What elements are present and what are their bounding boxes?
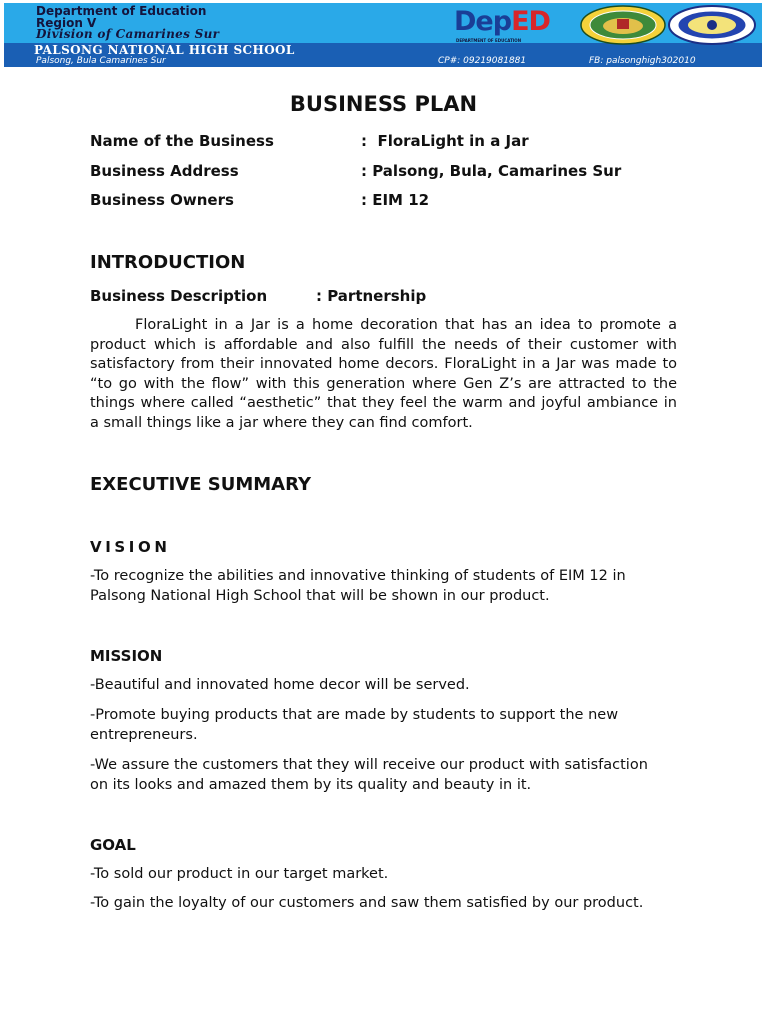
letterhead-banner <box>4 3 762 67</box>
contact-number: CP#: 09219081881 <box>438 56 527 66</box>
deped-logo-subtitle: DEPARTMENT OF EDUCATION <box>456 38 522 43</box>
info-row-business-name <box>90 131 677 151</box>
goal-item: -To gain the loyalty of our customers and saw them satisfied by our product. <box>90 895 644 911</box>
info-row-business-owners <box>90 190 677 210</box>
division-seal-icon <box>580 5 666 45</box>
deped-logo-dep: Dep <box>454 6 512 37</box>
deped-logo-ed: ED <box>511 6 550 37</box>
school-address: Palsong, Bula Camarines Sur <box>36 56 166 66</box>
region-name: Region V <box>36 16 97 30</box>
division-name: Division of Camarines Sur <box>36 27 220 41</box>
mission-item: -Promote buying products that are made by students to support the new entrepreneurs. <box>90 707 619 743</box>
mission-heading: MISSION <box>90 647 163 665</box>
mission-item: -We assure the customers that they will receive our product with satisfaction on its looks and amazed them by its quality and beauty in it. <box>90 757 648 793</box>
goal-item: -To sold our product in our target market. <box>90 866 389 882</box>
school-name: PALSONG NATIONAL HIGH SCHOOL <box>34 43 295 57</box>
info-label: Business Address <box>90 162 239 180</box>
info-value: : Palsong, Bula, Camarines Sur <box>361 162 622 180</box>
introduction-heading: INTRODUCTION <box>90 252 246 273</box>
info-value: : EIM 12 <box>361 191 430 209</box>
department-name: Department of Education <box>36 4 207 18</box>
info-label: Name of the Business <box>90 132 274 150</box>
business-description-row <box>90 286 677 306</box>
introduction-paragraph: FloraLight in a Jar is a home decoration that has an idea to promote a product which is affordable and also fulfill the needs of their customer with satisfactory from their innovated home decors. FloraLight in a Jar was made to “to go with the flow” with this generation where Gen Z’s are attracted to the things where called “aesthetic” that they feel the warm and joyful ambiance in a small things like a jar where they can find comfort. <box>90 317 677 431</box>
description-value: : Partnership <box>316 287 427 305</box>
facebook-handle: FB: palsonghigh302010 <box>589 56 696 66</box>
deped-logo <box>454 7 582 43</box>
document-title: BUSINESS PLAN <box>289 92 478 116</box>
info-label: Business Owners <box>90 191 234 209</box>
info-row-business-address <box>90 161 677 181</box>
vision-heading: VISION <box>90 538 171 556</box>
mission-item: -Beautiful and innovated home decor will be served. <box>90 677 470 693</box>
description-label: Business Description <box>90 287 268 305</box>
info-value: : FloraLight in a Jar <box>361 132 529 150</box>
goal-heading: GOAL <box>90 836 136 854</box>
school-seal-icon <box>668 5 756 45</box>
vision-statement: -To recognize the abilities and innovative thinking of students of EIM 12 in Palsong National High School that will be shown in our product. <box>90 568 626 604</box>
executive-summary-heading: EXECUTIVE SUMMARY <box>90 474 312 495</box>
